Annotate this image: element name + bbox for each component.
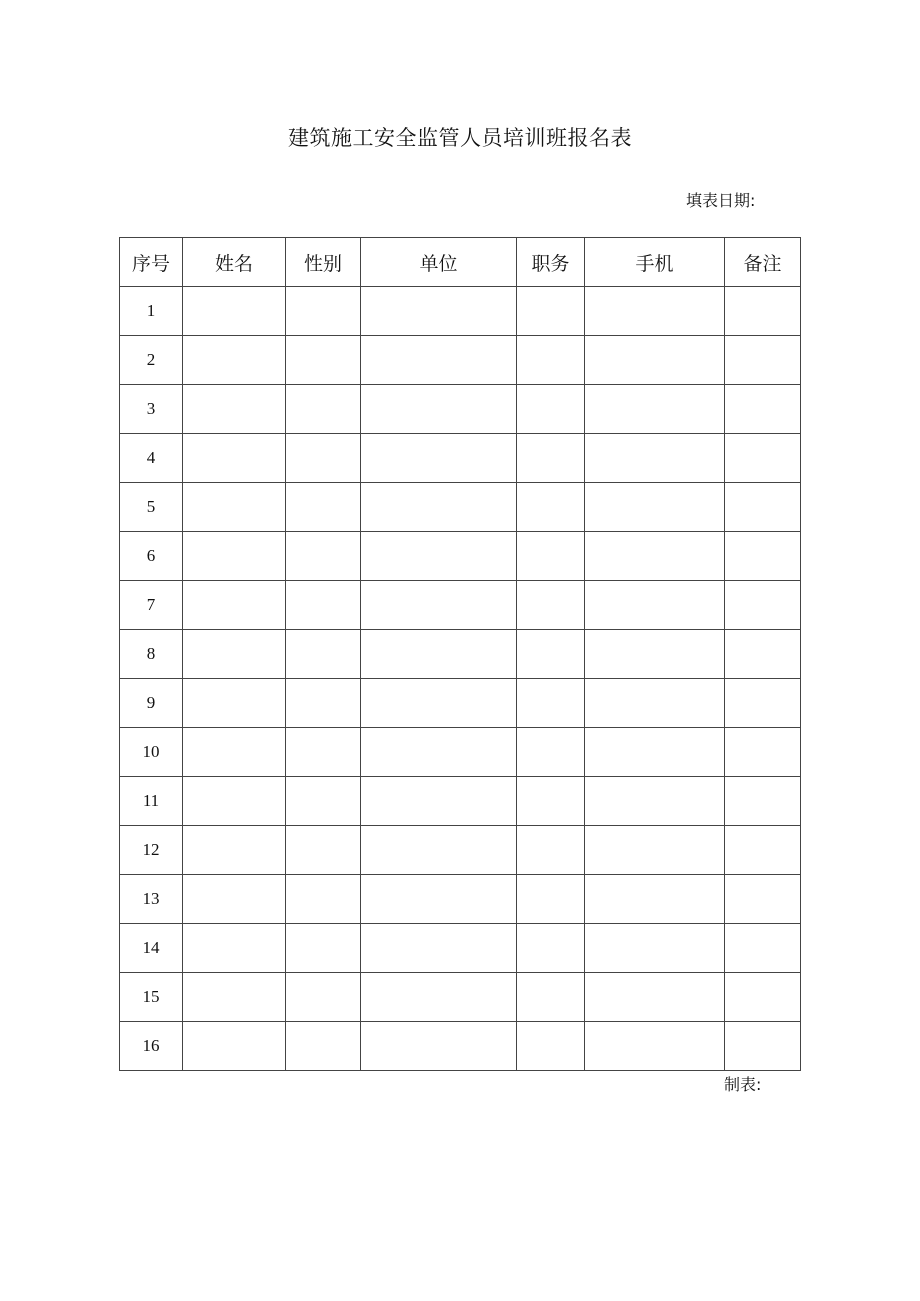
cell-name[interactable]	[183, 385, 286, 434]
cell-unit[interactable]	[361, 679, 517, 728]
table-row	[120, 581, 801, 630]
cell-seq: 6	[120, 532, 183, 581]
table-row	[120, 826, 801, 875]
cell-remarks[interactable]	[725, 679, 801, 728]
cell-position[interactable]	[517, 679, 585, 728]
cell-seq: 9	[120, 679, 183, 728]
cell-position[interactable]	[517, 875, 585, 924]
table-row	[120, 777, 801, 826]
cell-phone[interactable]	[585, 924, 725, 973]
table-row	[120, 679, 801, 728]
cell-gender[interactable]	[286, 287, 361, 336]
cell-phone[interactable]	[585, 483, 725, 532]
cell-seq: 5	[120, 483, 183, 532]
cell-gender[interactable]	[286, 875, 361, 924]
table-row	[120, 924, 801, 973]
cell-phone[interactable]	[585, 630, 725, 679]
cell-remarks[interactable]	[725, 434, 801, 483]
cell-unit[interactable]	[361, 287, 517, 336]
cell-seq: 10	[120, 728, 183, 777]
cell-unit[interactable]	[361, 434, 517, 483]
header-unit: 单位	[361, 238, 517, 287]
cell-unit[interactable]	[361, 1022, 517, 1071]
cell-unit[interactable]	[361, 483, 517, 532]
table-row	[120, 483, 801, 532]
cell-gender[interactable]	[286, 728, 361, 777]
cell-unit[interactable]	[361, 924, 517, 973]
cell-seq: 15	[120, 973, 183, 1022]
cell-phone[interactable]	[585, 532, 725, 581]
table-row	[120, 1022, 801, 1071]
cell-unit[interactable]	[361, 973, 517, 1022]
cell-seq: 11	[120, 777, 183, 826]
cell-unit[interactable]	[361, 630, 517, 679]
cell-remarks[interactable]	[725, 973, 801, 1022]
cell-name[interactable]	[183, 630, 286, 679]
cell-remarks[interactable]	[725, 336, 801, 385]
cell-name[interactable]	[183, 287, 286, 336]
cell-unit[interactable]	[361, 875, 517, 924]
cell-phone[interactable]	[585, 581, 725, 630]
cell-remarks[interactable]	[725, 532, 801, 581]
cell-position[interactable]	[517, 287, 585, 336]
table-row	[120, 630, 801, 679]
cell-seq: 12	[120, 826, 183, 875]
cell-remarks[interactable]	[725, 924, 801, 973]
cell-position[interactable]	[517, 581, 585, 630]
cell-name[interactable]	[183, 875, 286, 924]
cell-phone[interactable]	[585, 826, 725, 875]
cell-gender[interactable]	[286, 1022, 361, 1071]
cell-seq: 14	[120, 924, 183, 973]
cell-unit[interactable]	[361, 385, 517, 434]
cell-phone[interactable]	[585, 385, 725, 434]
form-title: 建筑施工安全监管人员培训班报名表	[288, 126, 632, 150]
cell-name[interactable]	[183, 679, 286, 728]
table-row	[120, 385, 801, 434]
cell-gender[interactable]	[286, 826, 361, 875]
cell-seq: 3	[120, 385, 183, 434]
cell-remarks[interactable]	[725, 385, 801, 434]
cell-phone[interactable]	[585, 434, 725, 483]
cell-phone[interactable]	[585, 287, 725, 336]
cell-name[interactable]	[183, 336, 286, 385]
cell-seq: 4	[120, 434, 183, 483]
cell-remarks[interactable]	[725, 483, 801, 532]
cell-remarks[interactable]	[725, 875, 801, 924]
cell-phone[interactable]	[585, 777, 725, 826]
cell-gender[interactable]	[286, 630, 361, 679]
cell-unit[interactable]	[361, 826, 517, 875]
cell-position[interactable]	[517, 777, 585, 826]
cell-phone[interactable]	[585, 1022, 725, 1071]
header-seq: 序号	[120, 238, 183, 287]
cell-name[interactable]	[183, 728, 286, 777]
cell-gender[interactable]	[286, 581, 361, 630]
cell-gender[interactable]	[286, 924, 361, 973]
cell-name[interactable]	[183, 483, 286, 532]
cell-seq: 16	[120, 1022, 183, 1071]
header-phone: 手机	[585, 238, 725, 287]
cell-seq: 7	[120, 581, 183, 630]
cell-name[interactable]	[183, 581, 286, 630]
registration-table	[119, 237, 801, 1071]
cell-position[interactable]	[517, 826, 585, 875]
header-position: 职务	[517, 238, 585, 287]
cell-name[interactable]	[183, 532, 286, 581]
table-body	[120, 287, 801, 1071]
cell-gender[interactable]	[286, 385, 361, 434]
header-remarks: 备注	[725, 238, 801, 287]
cell-phone[interactable]	[585, 875, 725, 924]
cell-remarks[interactable]	[725, 287, 801, 336]
table-row	[120, 532, 801, 581]
cell-position[interactable]	[517, 336, 585, 385]
cell-remarks[interactable]	[725, 777, 801, 826]
cell-seq: 1	[120, 287, 183, 336]
cell-gender[interactable]	[286, 973, 361, 1022]
cell-name[interactable]	[183, 434, 286, 483]
cell-gender[interactable]	[286, 483, 361, 532]
table-row	[120, 728, 801, 777]
table-row	[120, 434, 801, 483]
cell-position[interactable]	[517, 630, 585, 679]
fill-date-label: 填表日期:	[686, 191, 756, 210]
cell-name[interactable]	[183, 777, 286, 826]
cell-name[interactable]	[183, 973, 286, 1022]
table-header-row	[120, 238, 801, 287]
cell-name[interactable]	[183, 924, 286, 973]
cell-position[interactable]	[517, 728, 585, 777]
cell-position[interactable]	[517, 973, 585, 1022]
cell-phone[interactable]	[585, 973, 725, 1022]
cell-name[interactable]	[183, 826, 286, 875]
cell-position[interactable]	[517, 434, 585, 483]
cell-phone[interactable]	[585, 336, 725, 385]
cell-gender[interactable]	[286, 336, 361, 385]
cell-gender[interactable]	[286, 777, 361, 826]
cell-unit[interactable]	[361, 581, 517, 630]
table-row	[120, 336, 801, 385]
cell-seq: 2	[120, 336, 183, 385]
table-row	[120, 287, 801, 336]
cell-gender[interactable]	[286, 679, 361, 728]
cell-name[interactable]	[183, 1022, 286, 1071]
cell-remarks[interactable]	[725, 581, 801, 630]
table-row	[120, 973, 801, 1022]
cell-phone[interactable]	[585, 728, 725, 777]
cell-unit[interactable]	[361, 777, 517, 826]
maker-label: 制表:	[724, 1075, 762, 1094]
cell-seq: 8	[120, 630, 183, 679]
cell-remarks[interactable]	[725, 826, 801, 875]
header-gender: 性别	[286, 238, 361, 287]
cell-unit[interactable]	[361, 532, 517, 581]
table-row	[120, 875, 801, 924]
cell-seq: 13	[120, 875, 183, 924]
cell-unit[interactable]	[361, 728, 517, 777]
cell-position[interactable]	[517, 924, 585, 973]
cell-position[interactable]	[517, 1022, 585, 1071]
cell-position[interactable]	[517, 532, 585, 581]
header-name: 姓名	[183, 238, 286, 287]
cell-position[interactable]	[517, 483, 585, 532]
cell-unit[interactable]	[361, 336, 517, 385]
cell-remarks[interactable]	[725, 1022, 801, 1071]
cell-gender[interactable]	[286, 434, 361, 483]
cell-remarks[interactable]	[725, 630, 801, 679]
cell-position[interactable]	[517, 385, 585, 434]
cell-phone[interactable]	[585, 679, 725, 728]
cell-gender[interactable]	[286, 532, 361, 581]
cell-remarks[interactable]	[725, 728, 801, 777]
